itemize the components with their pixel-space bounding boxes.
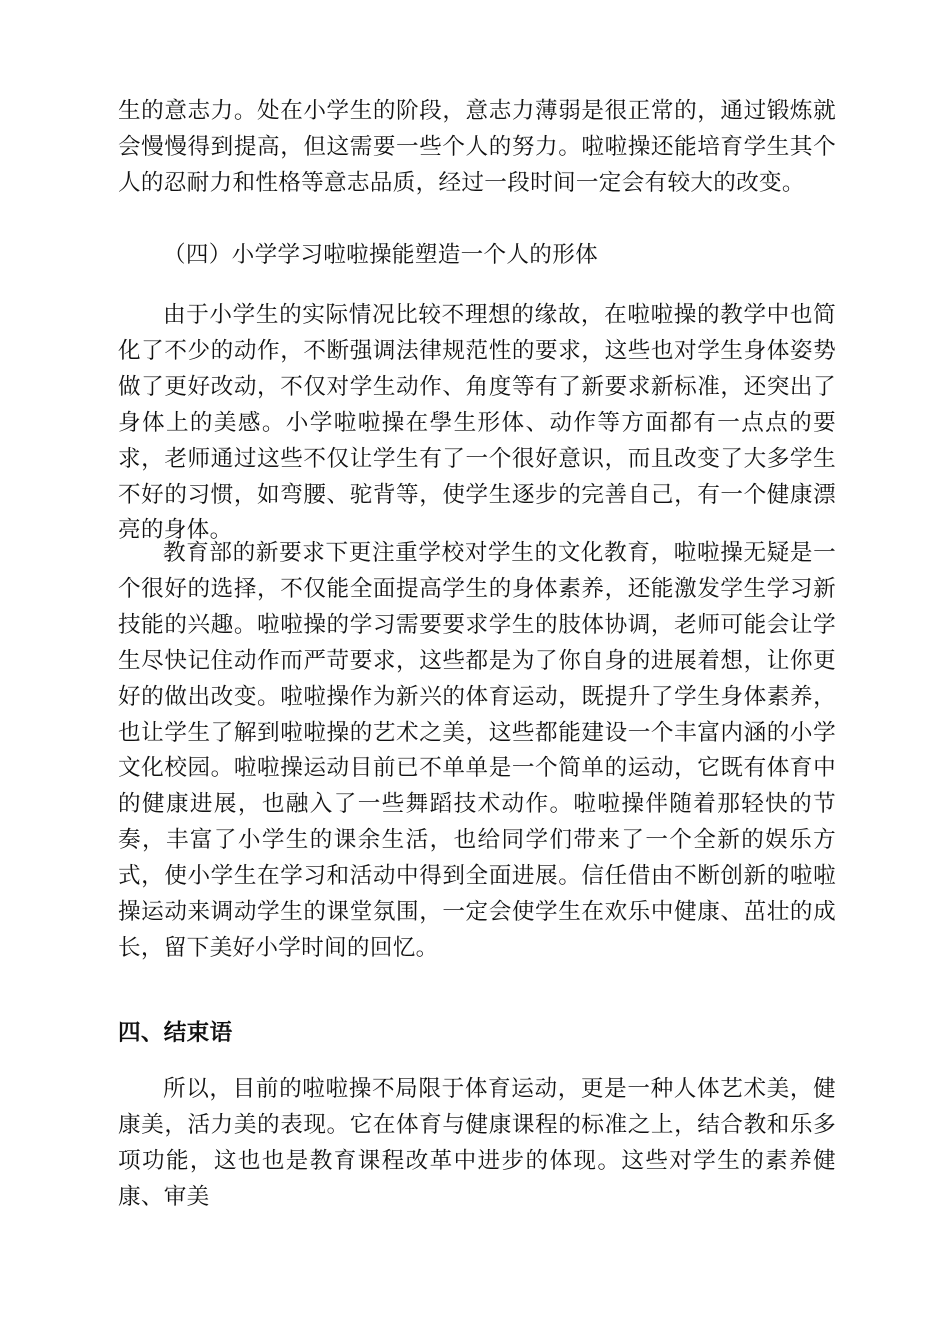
paragraph-body-shaping: 由于小学生的实际情况比较不理想的缘故，在啦啦操的教学中也简化了不少的动作，不断强调法律规范性的要求，这些也对学生身体姿势做了更好改动，不仅对学生动作、角度等有了新要求新标准，还突出了身体上的美感。小学啦啦操在學生形体、动作等方面都有一点点的要求，老师通过这些不仅让学生有了一个很好意识，而且改变了大多学生不好的习惯，如弯腰、驼背等，使学生逐步的完善自己，有一个健康漂亮的身体。 <box>118 302 836 544</box>
subheading-section-four: （四）小学学习啦啦操能塑造一个人的形体 <box>163 242 598 268</box>
heading-conclusion: 四、结束语 <box>118 1020 233 1046</box>
paragraph-conclusion: 所以，目前的啦啦操不局限于体育运动，更是一种人体艺术美，健康美，活力美的表现。它在体育与健康课程的标准之上，结合教和乐多项功能，这也也是教育课程改革中进步的体现。这些对学生的素养健康、审美 <box>118 1076 836 1210</box>
paragraph-willpower-continued: 生的意志力。处在小学生的阶段，意志力薄弱是很正常的，通过锻炼就会慢慢得到提高，但这需要一些个人的努力。啦啦操还能培育学生其个人的忍耐力和性格等意志品质，经过一段时间一定会有较大的改变。 <box>118 98 836 196</box>
paragraph-education-requirements: 教育部的新要求下更注重学校对学生的文化教育，啦啦操无疑是一个很好的选择，不仅能全面提高学生的身体素养，还能激发学生学习新技能的兴趣。啦啦操的学习需要要求学生的肢体协调，老师可能会让学生尽快记住动作而严苛要求，这些都是为了你自身的进展着想，让你更好的做出改变。啦啦操作为新兴的体育运动，既提升了学生身体素养，也让学生了解到啦啦操的艺术之美，这些都能建设一个丰富内涵的小学文化校园。啦啦操运动目前已不单单是一个简单的运动，它既有体育中的健康进展，也融入了一些舞蹈技术动作。啦啦操伴随着那轻快的节奏，丰富了小学生的课余生活，也给同学们带来了一个全新的娱乐方式，使小学生在学习和活动中得到全面进展。信任借由不断创新的啦啦操运动来调动学生的课堂氛围，一定会使学生在欢乐中健康、茁壮的成长，留下美好小学时间的回忆。 <box>118 540 836 961</box>
